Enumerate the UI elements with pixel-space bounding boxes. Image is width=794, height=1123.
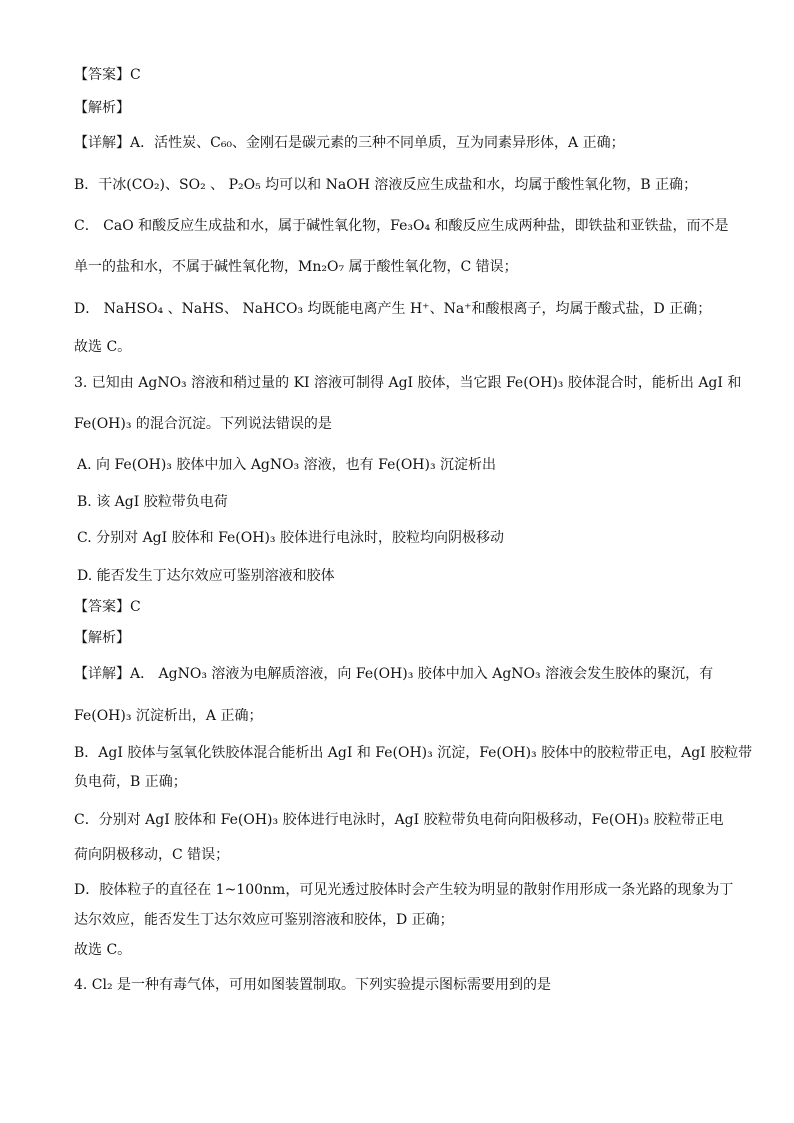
q2-detail-b: B．干冰(CO₂)、SO₂ 、 P₂O₅ 均可以和 NaOH 溶液反应生成盐和水，均属于酸性氧化物，B 正确； bbox=[74, 177, 698, 193]
q2-analysis-heading: 【解析】 bbox=[74, 100, 130, 116]
q2-conclusion: 故选 C。 bbox=[74, 339, 132, 355]
q3-stem-line2: Fe(OH)₃ 的混合沉淀。下列说法错误的是 bbox=[74, 416, 332, 432]
q3-detail-d-line1: D．胶体粒子的直径在 1~100nm，可见光透过胶体时会产生较为明显的散射作用形成一条光路的现象为丁 bbox=[74, 882, 734, 898]
q3-analysis-heading: 【解析】 bbox=[74, 630, 130, 646]
q3-option-a: A. 向 Fe(OH)₃ 胶体中加入 AgNO₃ 溶液，也有 Fe(OH)₃ 沉淀析出 bbox=[77, 457, 497, 473]
q3-option-d: D. 能否发生丁达尔效应可鉴别溶液和胶体 bbox=[77, 568, 335, 584]
q4-stem: 4. Cl₂ 是一种有毒气体，可用如图装置制取。下列实验提示图标需要用到的是 bbox=[74, 977, 552, 993]
q3-detail-a-line1: 【详解】A． AgNO₃ 溶液为电解质溶液，向 Fe(OH)₃ 胶体中加入 AgNO₃ 溶液会发生胶体的聚沉，有 bbox=[74, 666, 714, 682]
q3-detail-a-line2: Fe(OH)₃ 沉淀析出，A 正确； bbox=[74, 708, 263, 724]
q3-conclusion: 故选 C。 bbox=[74, 942, 132, 958]
q2-detail-c-line1: C． CaO 和酸反应生成盐和水，属于碱性氧化物，Fe₃O₄ 和酸反应生成两种盐，即铁盐和亚铁盐，而不是 bbox=[74, 218, 729, 234]
q2-answer: 【答案】C bbox=[74, 67, 141, 83]
q3-detail-c-line1: C．分别对 AgI 胶体和 Fe(OH)₃ 胶体进行电泳时，AgI 胶粒带负电荷向阳极移动，Fe(OH)₃ 胶粒带正电 bbox=[74, 812, 724, 828]
q3-detail-d-line2: 达尔效应，能否发生丁达尔效应可鉴别溶液和胶体，D 正确； bbox=[74, 912, 454, 928]
q3-detail-b-line2: 负电荷，B 正确； bbox=[74, 774, 187, 790]
q3-option-b: B. 该 AgI 胶粒带负电荷 bbox=[77, 494, 228, 510]
q2-detail-c-line2: 单一的盐和水，不属于碱性氧化物，Mn₂O₇ 属于酸性氧化物，C 错误； bbox=[74, 259, 518, 275]
q3-detail-b-line1: B．AgI 胶体与氢氧化铁胶体混合能析出 AgI 和 Fe(OH)₃ 沉淀，Fe(OH)₃ 胶体中的胶粒带正电，AgI 胶粒带 bbox=[74, 745, 753, 761]
q2-detail-d: D． NaHSO₄ 、NaHS、 NaHCO₃ 均既能电离产生 H⁺、Na⁺和酸根离子，均属于酸式盐，D 正确； bbox=[74, 301, 712, 317]
q2-detail-a: 【详解】A．活性炭、C₆₀、金刚石是碳元素的三种不同单质，互为同素异形体，A 正确； bbox=[74, 135, 625, 151]
q3-stem-line1: 3. 已知由 AgNO₃ 溶液和稍过量的 KI 溶液可制得 AgI 胶体，当它跟 Fe(OH)₃ 胶体混合时，能析出 AgI 和 bbox=[74, 375, 742, 391]
q3-option-c: C. 分别对 AgI 胶体和 Fe(OH)₃ 胶体进行电泳时，胶粒均向阴极移动 bbox=[77, 530, 504, 546]
q3-detail-c-line2: 荷向阴极移动，C 错误； bbox=[74, 847, 230, 863]
q3-answer: 【答案】C bbox=[74, 599, 141, 615]
